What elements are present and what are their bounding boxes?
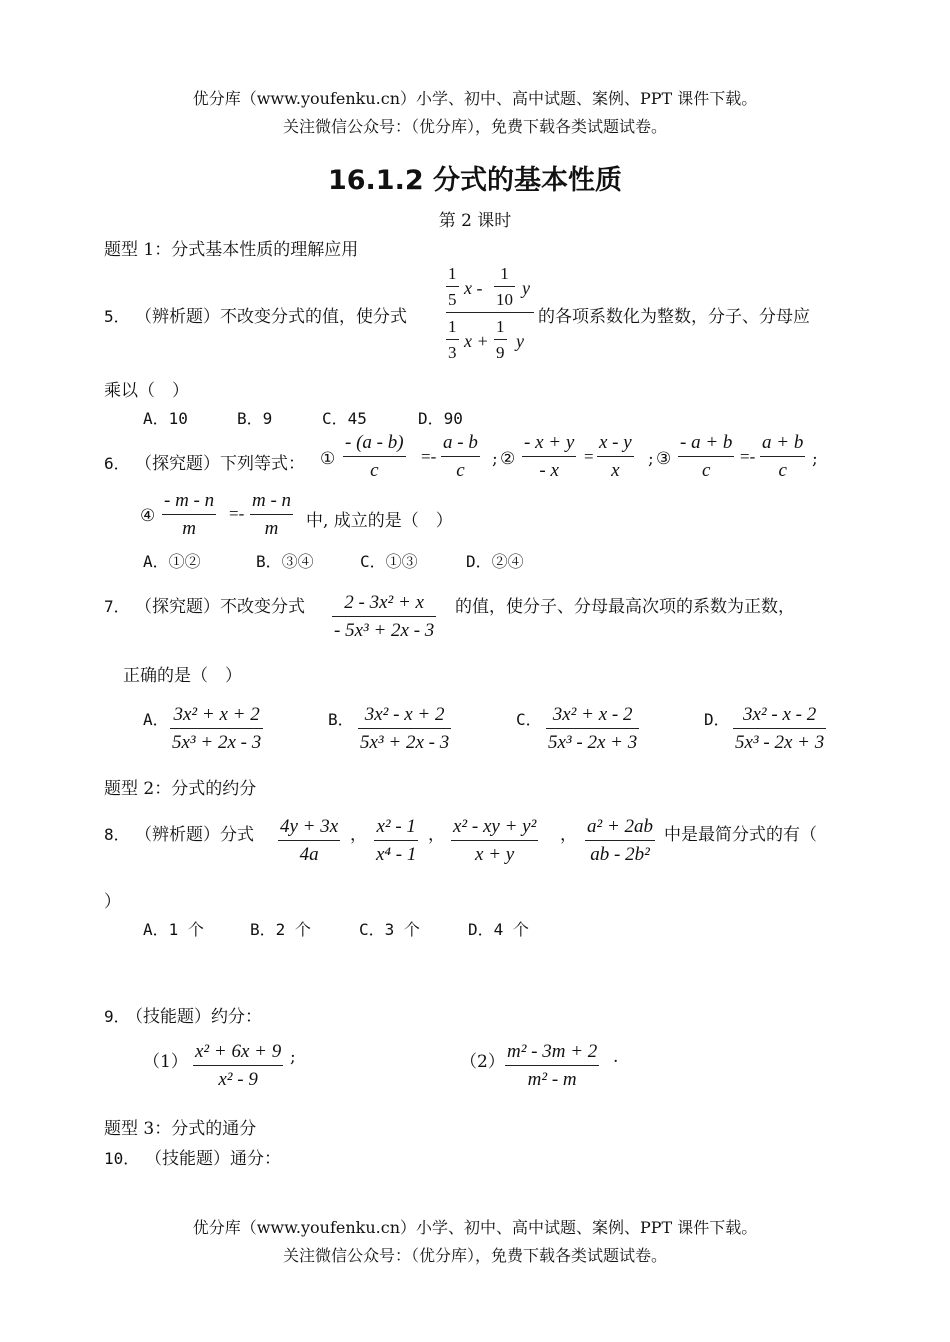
question-6-option-d[interactable]: D．②④ xyxy=(466,552,524,571)
q6-sep-2: ; xyxy=(648,449,654,469)
complex-fraction-denominator xyxy=(446,313,534,365)
question-10-number: 10． xyxy=(104,1149,140,1168)
fraction-one-ninth: $\frac{1}{9}$ xyxy=(496,317,505,362)
q8-fraction-1: $\frac{4y + 3x}{4a}$ xyxy=(280,816,339,865)
q6-eq4-left: $\frac{- m - n}{m}$ xyxy=(164,490,215,539)
circle-2: ② xyxy=(500,449,516,469)
circle-1: ① xyxy=(320,449,336,469)
q8-comma-2: ， xyxy=(428,825,445,845)
question-8-text: （辨析题）分式 xyxy=(135,825,254,845)
question-8-option-d[interactable]: D．4 个 xyxy=(468,920,529,939)
q8-comma-1: ， xyxy=(350,825,367,845)
footer-line-2: 关注微信公众号：（优分库），免费下载各类试题试卷。 xyxy=(282,1246,667,1265)
var-y-den: y xyxy=(516,331,524,351)
fraction-one-fifth: $\frac{1}{5}$ xyxy=(448,264,457,309)
question-7-option-d-label[interactable]: D． xyxy=(704,710,730,729)
question-7-option-a-fraction[interactable]: $\frac{\text{3x² + x + 2}}{\text{5x³ + 2x - 3}}$ xyxy=(172,704,262,753)
question-7-option-a-label[interactable]: A． xyxy=(143,710,169,729)
question-8-number: 8． xyxy=(104,825,130,844)
question-6-tail: 中, 成立的是（ ） xyxy=(306,511,453,531)
question-6-option-c[interactable]: C．①③ xyxy=(360,552,418,571)
q8-fraction-4: $\frac{\text{a² + 2ab}}{\text{ab - 2b²}}$ xyxy=(587,816,654,865)
header-line-1: 优分库（www.youfenku.cn）小学、初中、高中试题、案例、PPT 课件下载。 xyxy=(192,89,758,108)
var-x-minus: x - xyxy=(464,278,483,298)
question-8-option-a[interactable]: A．1 个 xyxy=(143,920,204,939)
header-line-2: 关注微信公众号：（优分库），免费下载各类试题试卷。 xyxy=(282,117,667,136)
q6-eq1-left: $\frac{- (a - b)}{c}$ xyxy=(345,432,404,481)
question-9-part-2-end: . xyxy=(613,1047,619,1067)
complex-fraction-numerator xyxy=(446,262,534,312)
question-5-option-d[interactable]: D．90 xyxy=(418,409,463,428)
q8-comma-3: ， xyxy=(560,825,577,845)
q6-eq3-equals: =- xyxy=(740,447,756,466)
q6-sep-1: ; xyxy=(492,449,498,469)
question-9-part-1-end: ; xyxy=(290,1047,296,1067)
section-heading-2: 题型 2：分式的约分 xyxy=(104,779,257,799)
question-5-option-c[interactable]: C．45 xyxy=(322,409,367,428)
question-5-number: 5． xyxy=(104,307,130,326)
question-9-text: （技能题）约分： xyxy=(126,1007,262,1027)
q6-eq2-left: $\frac{- x + y}{- x}$ xyxy=(524,432,575,481)
question-7-text: （探究题）不改变分式 xyxy=(135,597,305,617)
question-9-part-2-fraction: $\frac{\text{m² - 3m + 2}}{\text{m² - m}}$ xyxy=(507,1041,598,1090)
var-x-plus: x + xyxy=(464,331,489,351)
q6-eq4-right: $\frac{m - n}{m}$ xyxy=(252,490,292,539)
q7-fraction: $\frac{\text{2 - 3x² + x}}{\text{- 5x³ + 2x - 3}}$ xyxy=(334,592,435,641)
page-title: 16.1.2 分式的基本性质 xyxy=(327,165,623,196)
question-10-text: （技能题）通分： xyxy=(145,1149,281,1169)
q6-eq3-right: $\frac{a + b}{c}$ xyxy=(762,432,804,481)
var-y: y xyxy=(522,278,530,298)
question-8-text-suffix: 中是最简分式的有（ xyxy=(664,825,817,845)
question-7-option-b-label[interactable]: B． xyxy=(328,710,354,729)
question-6-option-a[interactable]: A．①② xyxy=(143,552,201,571)
question-5-continued: 乘以（ ） xyxy=(104,381,189,401)
question-9-number: 9． xyxy=(104,1007,130,1026)
question-5-option-b[interactable]: B．9 xyxy=(237,409,273,428)
question-5-complex-fraction xyxy=(446,262,534,365)
q6-eq3-left: $\frac{- a + b}{c}$ xyxy=(680,432,733,481)
question-8-continued: ） xyxy=(104,892,121,912)
question-8-option-c[interactable]: C．3 个 xyxy=(359,920,420,939)
question-6-number: 6． xyxy=(104,454,130,473)
question-9-part-1-label: （1） xyxy=(143,1052,188,1072)
section-heading-1: 题型 1：分式基本性质的理解应用 xyxy=(104,240,359,260)
circle-4: ④ xyxy=(140,506,156,526)
question-5-option-a[interactable]: A．10 xyxy=(143,409,188,428)
q8-fraction-2: $\frac{\text{x² - 1}}{\text{x⁴ - 1}}$ xyxy=(376,816,417,865)
fraction-one-third: $\frac{1}{3}$ xyxy=(448,317,457,362)
fraction-one-tenth: $\frac{1}{10}$ xyxy=(496,264,513,309)
question-7-continued: 正确的是（ ） xyxy=(123,666,242,686)
q6-eq4-equals: =- xyxy=(229,504,245,523)
question-6-option-b[interactable]: B．③④ xyxy=(256,552,314,571)
question-8-option-b[interactable]: B．2 个 xyxy=(250,920,311,939)
q8-fraction-3: $\frac{\text{x² - xy + y²}}{x + y}$ xyxy=(453,816,537,865)
question-7-option-c-fraction[interactable]: $\frac{\text{3x² + x - 2}}{\text{5x³ - 2x + 3}}$ xyxy=(548,704,638,753)
question-6-text: （探究题）下列等式： xyxy=(135,454,305,474)
section-heading-3: 题型 3：分式的通分 xyxy=(104,1119,257,1139)
q6-eq2-equals: = xyxy=(584,447,594,466)
question-5-text-suffix: 的各项系数化为整数，分子、分母应 xyxy=(538,307,810,327)
question-7-number: 7． xyxy=(104,597,130,616)
q6-eq2-right: $\frac{x - y}{x}$ xyxy=(599,432,632,481)
question-7-option-b-fraction[interactable]: $\frac{\text{3x² - x + 2}}{\text{5x³ + 2x - 3}}$ xyxy=(360,704,450,753)
question-9-part-2-label: （2） xyxy=(460,1052,505,1072)
footer-line-1: 优分库（www.youfenku.cn）小学、初中、高中试题、案例、PPT 课件下载。 xyxy=(192,1218,758,1237)
circle-3: ③ xyxy=(656,449,672,469)
q6-eq1-right: $\frac{a - b}{c}$ xyxy=(443,432,478,481)
question-9-part-1-fraction: $\frac{\text{x² + 6x + 9}}{\text{x² - 9}}$ xyxy=(195,1041,282,1090)
question-7-option-d-fraction[interactable]: $\frac{\text{3x² - x - 2}}{\text{5x³ - 2x + 3}}$ xyxy=(735,704,825,753)
question-7-text-suffix: 的值，使分子、分母最高次项的系数为正数， xyxy=(455,597,795,617)
subtitle: 第 2 课时 xyxy=(438,211,512,231)
question-5-text: （辨析题）不改变分式的值，使分式 xyxy=(135,307,407,327)
q6-sep-3: ; xyxy=(812,449,818,469)
q6-eq1-equals: =- xyxy=(421,447,437,466)
question-7-option-c-label[interactable]: C． xyxy=(516,710,542,729)
